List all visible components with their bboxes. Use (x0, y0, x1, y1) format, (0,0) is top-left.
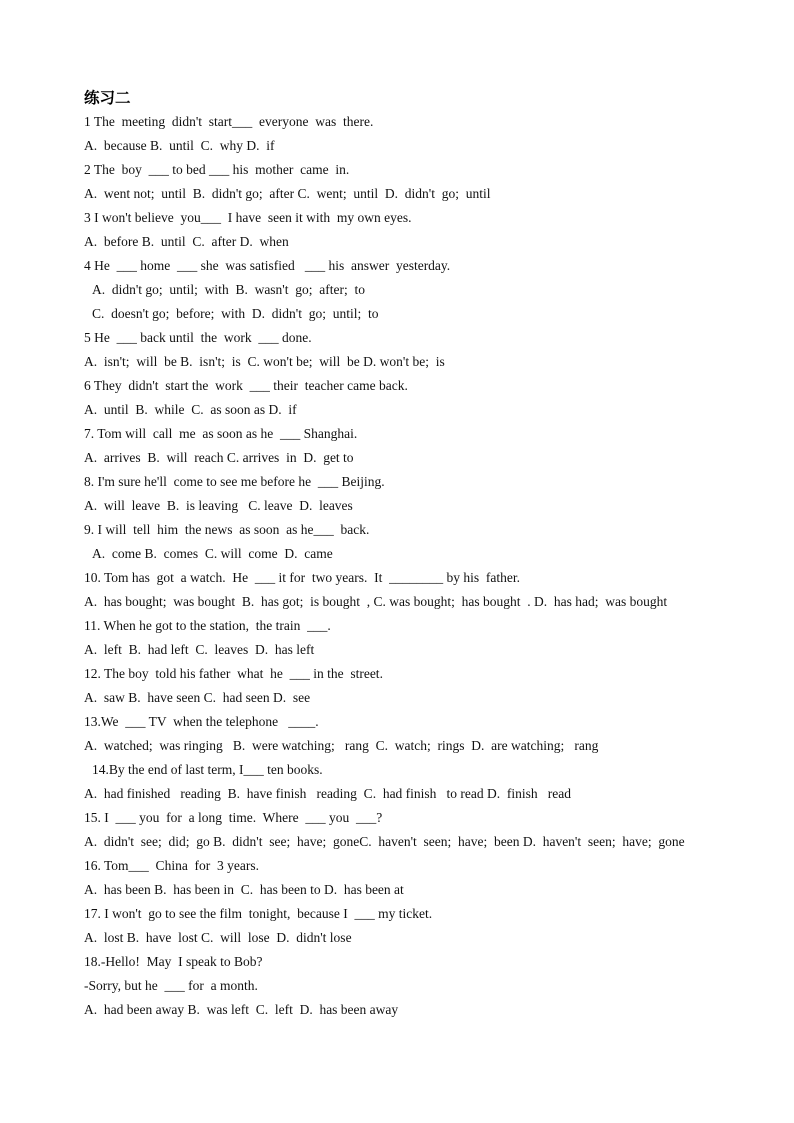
question-8: 8. I'm sure he'll come to see me before he ___ Beijing. (84, 474, 385, 489)
question-13: 13.We ___ TV when the telephone ____. (84, 714, 319, 729)
options-6: A. until B. while C. as soon as D. if (84, 402, 297, 417)
options-8: A. will leave B. is leaving C. leave D. leaves (84, 498, 353, 513)
question-7: 7. Tom will call me as soon as he ___ Shanghai. (84, 426, 358, 441)
question-15: 15. I ___ you for a long time. Where ___ you ___? (84, 810, 383, 825)
question-18: 18.-Hello! May I speak to Bob? (84, 954, 263, 969)
page-title: 练习二 (84, 88, 131, 107)
options-18: A. had been away B. was left C. left D. has been away (84, 1002, 399, 1017)
options-4a: A. didn't go; until; with B. wasn't go; after; to (92, 282, 365, 297)
question-11: 11. When he got to the station, the train ___. (84, 618, 331, 633)
question-4: 4 He ___ home ___ she was satisfied ___ his answer yesterday. (84, 258, 451, 273)
question-10: 10. Tom has got a watch. He ___ it for two years. It ________ by his father. (84, 570, 520, 585)
question-12: 12. The boy told his father what he ___ in the street. (84, 666, 383, 681)
question-5: 5 He ___ back until the work ___ done. (84, 330, 312, 345)
options-15: A. didn't see; did; go B. didn't see; have; goneC. haven't seen; have; been D. haven't seen; have; gone (84, 834, 685, 849)
options-7: A. arrives B. will reach C. arrives in D. get to (84, 450, 354, 465)
exercise-content (84, 86, 764, 1022)
question-3: 3 I won't believe you___ I have seen it with my own eyes. (84, 210, 412, 225)
options-11: A. left B. had left C. leaves D. has left (84, 642, 315, 657)
options-17: A. lost B. have lost C. will lose D. didn't lose (84, 930, 352, 945)
options-2: A. went not; until B. didn't go; after C. went; until D. didn't go; until (84, 186, 491, 201)
question-16: 16. Tom___ China for 3 years. (84, 858, 260, 873)
question-17: 17. I won't go to see the film tonight, because I ___ my ticket. (84, 906, 433, 921)
options-16: A. has been B. has been in C. has been to D. has been at (84, 882, 404, 897)
options-10: A. has bought; was bought B. has got; is bought , C. was bought; has bought . D. has had; was bought (84, 594, 668, 609)
options-4b: C. doesn't go; before; with D. didn't go; until; to (92, 306, 379, 321)
question-6: 6 They didn't start the work ___ their teacher came back. (84, 378, 408, 393)
options-5: A. isn't; will be B. isn't; is C. won't be; will be D. won't be; is (84, 354, 445, 369)
question-18-reply: -Sorry, but he ___ for a month. (84, 978, 258, 993)
options-12: A. saw B. have seen C. had seen D. see (84, 690, 311, 705)
question-1: 1 The meeting didn't start___ everyone was there. (84, 114, 374, 129)
options-9: A. come B. comes C. will come D. came (92, 546, 333, 561)
options-13: A. watched; was ringing B. were watching; rang C. watch; rings D. are watching; rang (84, 738, 599, 753)
options-1: A. because B. until C. why D. if (84, 138, 275, 153)
options-3: A. before B. until C. after D. when (84, 234, 289, 249)
question-2: 2 The boy ___ to bed ___ his mother came in. (84, 162, 350, 177)
question-14: 14.By the end of last term, I___ ten books. (92, 762, 323, 777)
question-9: 9. I will tell him the news as soon as he___ back. (84, 522, 370, 537)
options-14: A. had finished reading B. have finish reading C. had finish to read D. finish read (84, 786, 572, 801)
